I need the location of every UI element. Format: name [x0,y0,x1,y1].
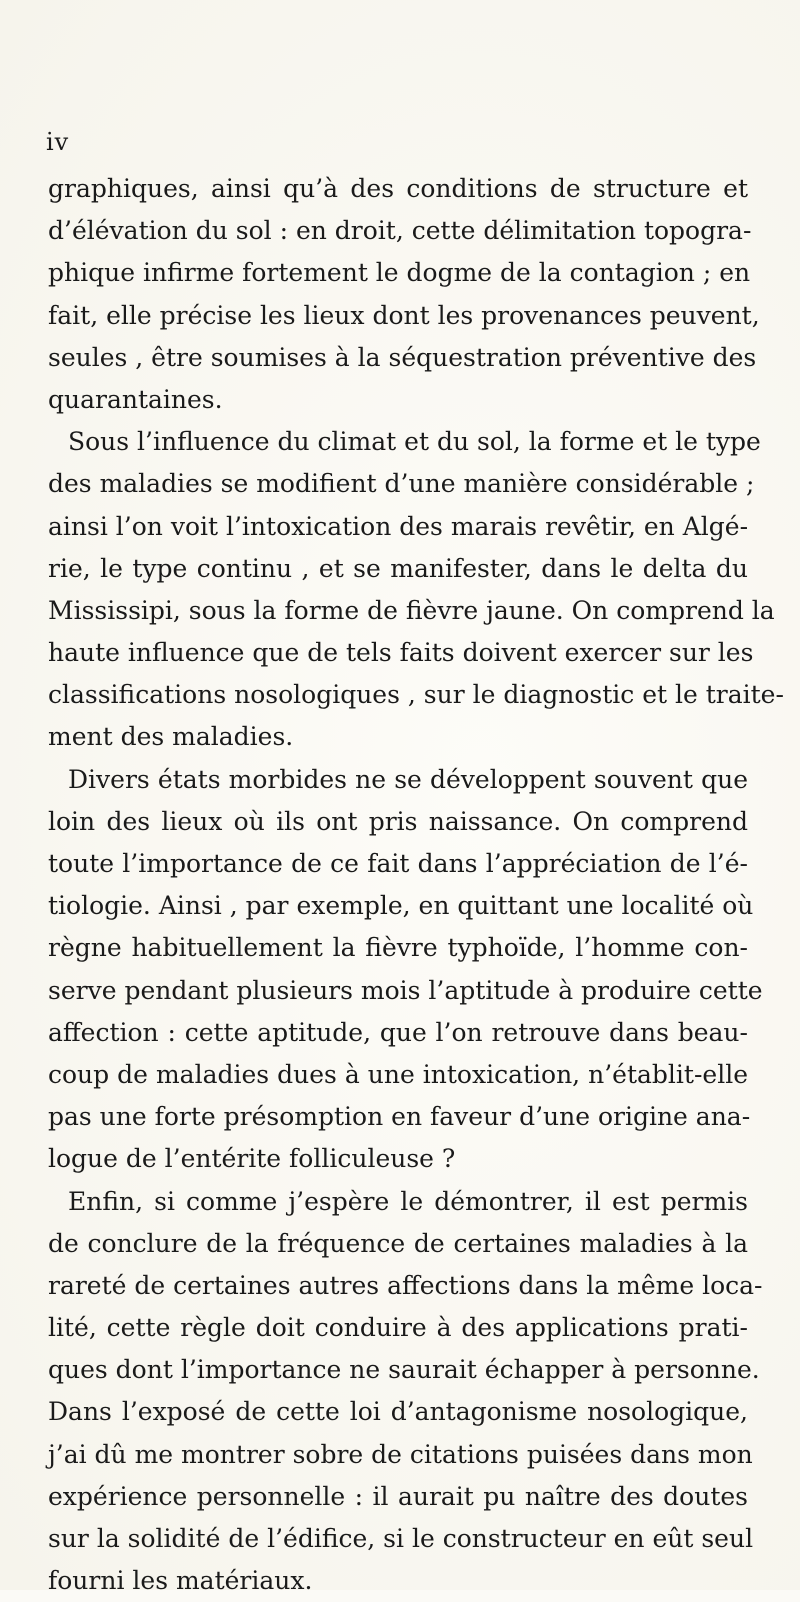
text-line: règne habituellement la fièvre typhoïde, l’homme con- [48,933,748,963]
text-line: fourni les matériaux. [48,1566,313,1596]
text-line: logue de l’entérite folliculeuse ? [48,1144,456,1174]
text-line: toute l’importance de ce fait dans l’appréciation de l’é- [48,849,748,878]
text-line: Divers états morbides ne se développent souvent que [68,764,748,794]
text-line: tiologie. Ainsi , par exemple, en quittant une localité où [48,891,754,921]
text-line: rie, le type continu , et se manifester, dans le delta du [48,553,748,583]
text-line: Enfin, si comme j’espère le démontrer, il est permis [68,1186,748,1216]
text-line: coup de maladies dues à une intoxication, n’établit-elle [48,1059,748,1089]
text-line: pas une forte présomption en faveur d’une origine ana- [48,1102,751,1132]
text-line: lité, cette règle doit conduire à des applications prati- [48,1313,748,1343]
text-line: seules , être soumises à la séquestration préventive des [48,342,757,372]
text-line: haute influence que de tels faits doivent exercer sur les [48,638,754,668]
body-text [48,168,784,1602]
text-line: phique infirme fortement le dogme de la contagion ; en [48,258,751,288]
text-line: rareté de certaines autres affections dans la même loca- [48,1270,763,1300]
text-line: loin des lieux où ils ont pris naissance. On comprend [48,806,748,836]
text-line: quarantaines. [48,384,223,414]
text-line: ment des maladies. [48,722,294,752]
text-line: expérience personnelle : il aurait pu naître des doutes [48,1481,748,1511]
text-line: serve pendant plusieurs mois l’aptitude à produire cette [48,975,763,1005]
text-line: de conclure de la fréquence de certaines maladies à la [48,1228,748,1258]
text-line: ques dont l’importance ne saurait échapper à personne. [48,1355,760,1385]
page-number: iv [46,128,70,156]
text-line: fait, elle précise les lieux dont les provenances peuvent, [48,300,760,330]
text-line: ainsi l’on voit l’intoxication des marais revêtir, en Algé- [48,511,749,541]
text-line: Dans l’exposé de cette loi d’antagonisme nosologique, [48,1397,748,1427]
text-line: affection : cette aptitude, que l’on retrouve dans beau- [48,1017,748,1047]
text-line: graphiques, ainsi qu’à des conditions de structure et [48,174,748,203]
text-line: des maladies se modifient d’une manière considérable ; [48,469,755,499]
text-line: d’élévation du sol : en droit, cette délimitation topogra- [48,216,752,246]
text-line: j’ai dû me montrer sobre de citations puisées dans mon [48,1439,753,1469]
text-line: sur la solidité de l’édifice, si le constructeur en eût seul [48,1524,754,1553]
text-line: Sous l’influence du climat et du sol, la forme et le type [68,427,761,457]
text-line: Mississipi, sous la forme de fièvre jaune. On comprend la [48,595,775,625]
text-line: classifications nosologiques , sur le diagnostic et le traite- [48,680,784,710]
